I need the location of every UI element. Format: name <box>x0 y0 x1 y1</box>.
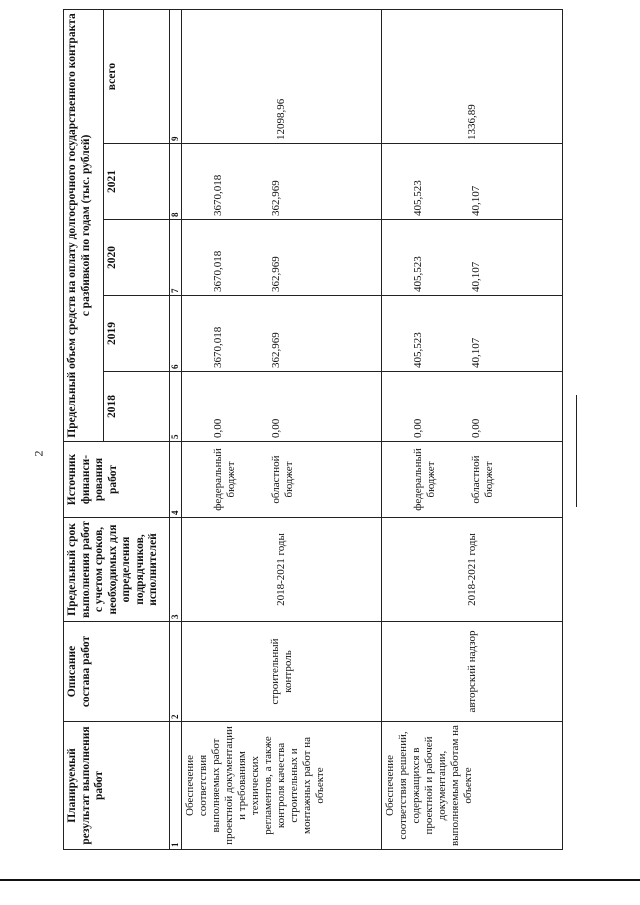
value-2020 <box>382 220 563 296</box>
row-description: авторский надзор <box>382 622 563 722</box>
column-number: 7 <box>170 220 182 296</box>
row-description: строительный контроль <box>181 622 382 722</box>
value-federal: 405,523 <box>412 180 425 216</box>
header-year-2019: 2019 <box>104 296 170 372</box>
row-sources <box>181 442 382 518</box>
value-regional: 40,107 <box>470 185 483 216</box>
value-2020 <box>181 220 382 296</box>
column-number: 9 <box>170 10 182 144</box>
column-number: 5 <box>170 372 182 442</box>
source-regional: областной бюджет <box>470 455 496 504</box>
value-federal: 405,523 <box>412 332 425 368</box>
header-source: Источник финанси-рования работ <box>64 442 170 518</box>
value-federal: 3670,018 <box>211 326 224 368</box>
value-2018 <box>181 372 382 442</box>
value-regional: 40,107 <box>470 337 483 368</box>
value-federal: 3670,018 <box>211 250 224 292</box>
row-result: Обеспечение соответствия выполняемых работ проектной документации и требованиям технических регламентов, а также контроля качества строительных и монтажных работ на объекте <box>181 722 382 850</box>
column-number: 1 <box>170 722 182 850</box>
source-regional: областной бюджет <box>269 455 295 504</box>
value-regional: 0,00 <box>269 418 282 438</box>
header-year-2018: 2018 <box>104 372 170 442</box>
header-funding-group: Предельный объем средств на оплату долгосрочного государственного контракта с разбивкой по годам (тыс. рублей) <box>64 10 104 442</box>
header-total: всего <box>104 10 170 144</box>
page-number: 2 <box>31 450 46 457</box>
value-2021 <box>382 144 563 220</box>
value-regional: 0,00 <box>470 418 483 438</box>
rotated-table-container <box>63 10 563 850</box>
value-regional: 362,969 <box>269 180 282 216</box>
value-total: 1336,89 <box>382 10 563 144</box>
row-deadline: 2018-2021 годы <box>382 518 563 622</box>
value-federal: 405,523 <box>412 256 425 292</box>
header-result: Планируемый результат выполнения работ <box>64 722 170 850</box>
funding-table <box>63 9 563 850</box>
value-total: 12098,96 <box>181 10 382 144</box>
source-federal: федеральный бюджет <box>211 448 237 511</box>
value-federal: 0,00 <box>211 418 224 438</box>
source-federal: федеральный бюджет <box>412 448 438 511</box>
value-regional: 40,107 <box>470 261 483 292</box>
column-number: 2 <box>170 622 182 722</box>
value-2018 <box>382 372 563 442</box>
header-year-2021: 2021 <box>104 144 170 220</box>
value-2021 <box>181 144 382 220</box>
row-result: Обеспечение соответствия решений, содержащихся в проектной и рабочей документации, выполняемым работам на объекте <box>382 722 563 850</box>
row-sources <box>382 442 563 518</box>
value-2019 <box>181 296 382 372</box>
value-2019 <box>382 296 563 372</box>
value-federal: 0,00 <box>412 418 425 438</box>
column-number: 8 <box>170 144 182 220</box>
header-year-2020: 2020 <box>104 220 170 296</box>
row-deadline: 2018-2021 годы <box>181 518 382 622</box>
header-description: Описание состава работ <box>64 622 170 722</box>
footer-rule <box>0 879 640 881</box>
value-federal: 3670,018 <box>211 174 224 216</box>
column-number: 4 <box>170 442 182 518</box>
table-row <box>181 10 382 850</box>
separator-line <box>576 395 577 507</box>
header-deadline: Предельный срок выполнения работ с учетом сроков, необходимых для определения подрядчиков, исполнителей <box>64 518 170 622</box>
value-regional: 362,969 <box>269 332 282 368</box>
column-number: 3 <box>170 518 182 622</box>
table-row <box>382 10 563 850</box>
column-number: 6 <box>170 296 182 372</box>
value-regional: 362,969 <box>269 256 282 292</box>
